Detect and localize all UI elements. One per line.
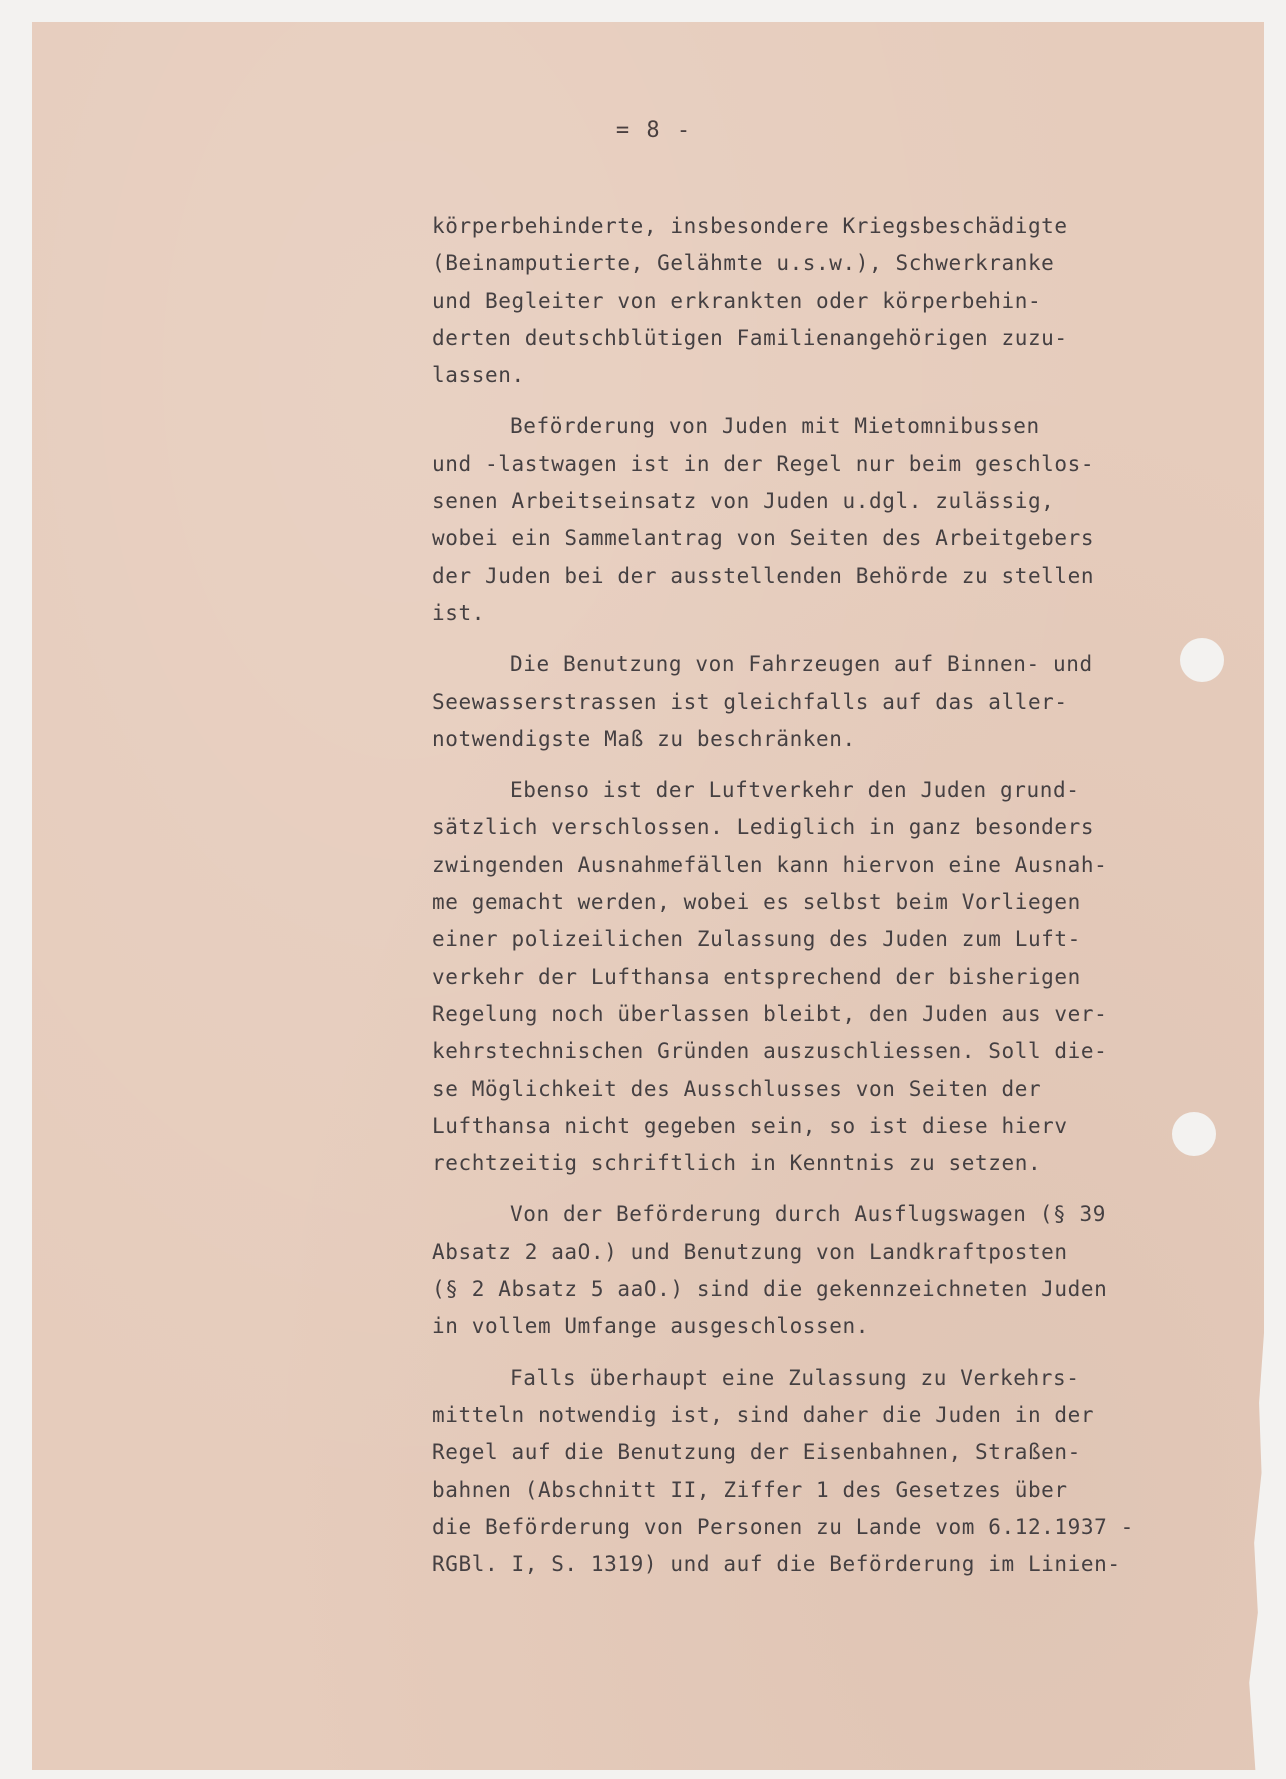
paragraph <box>432 408 1232 632</box>
paragraph <box>432 1360 1232 1584</box>
text-line: kehrstechnischen Gründen auszuschliessen. Soll die- <box>432 1039 1108 1064</box>
text-line: verkehr der Lufthansa entsprechend der bisherigen <box>432 964 1081 989</box>
text-line: Die Benutzung von Fahrzeugen auf Binnen- und <box>510 652 1093 677</box>
text-line: Ebenso ist der Luftverkehr den Juden grund- <box>510 778 1080 803</box>
text-line: bahnen (Abschnitt II, Ziffer 1 des Gesetzes über <box>432 1477 1068 1502</box>
text-line: se Möglichkeit des Ausschlusses von Seiten der <box>432 1076 1042 1101</box>
paragraph <box>432 646 1232 758</box>
text-line: me gemacht werden, wobei es selbst beim Vorliegen <box>432 890 1081 915</box>
text-line: (§ 2 Absatz 5 aaO.) sind die gekennzeichneten Juden <box>432 1277 1108 1302</box>
text-line: RGBl. I, S. 1319) und auf die Beförderung im Linien- <box>432 1552 1121 1577</box>
text-line: derten deutschblütigen Familienangehörigen zuzu- <box>432 325 1068 350</box>
text-line: senen Arbeitseinsatz von Juden u.dgl. zulässig, <box>432 489 1055 514</box>
text-line: zwingenden Ausnahmefällen kann hiervon eine Ausnah- <box>432 852 1108 877</box>
text-line: Regelung noch überlassen bleibt, den Juden aus ver- <box>432 1001 1108 1026</box>
text-line: rechtzeitig schriftlich in Kenntnis zu setzen. <box>432 1151 1042 1176</box>
text-line: Lufthansa nicht gegeben sein, so ist diese hierv <box>432 1113 1068 1138</box>
text-line: der Juden bei der ausstellenden Behörde zu stellen <box>432 563 1095 588</box>
document-body <box>432 208 1232 1597</box>
text-line: Seewasserstrassen ist gleichfalls auf das aller- <box>432 689 1068 714</box>
text-line: Falls überhaupt eine Zulassung zu Verkehrs- <box>510 1365 1080 1390</box>
text-line: Regel auf die Benutzung der Eisenbahnen, Straßen- <box>432 1440 1081 1465</box>
text-line: wobei ein Sammelantrag von Seiten des Arbeitgebers <box>432 526 1095 551</box>
paragraph <box>432 208 1232 394</box>
text-line: und Begleiter von erkrankten oder körperbehin- <box>432 288 1042 313</box>
text-line: mitteln notwendig ist, sind daher die Juden in der <box>432 1402 1095 1427</box>
text-line: sätzlich verschlossen. Lediglich in ganz besonders <box>432 815 1095 840</box>
paragraph <box>432 772 1232 1182</box>
text-line: einer polizeilichen Zulassung des Juden zum Luft- <box>432 927 1081 952</box>
text-line: und -lastwagen ist in der Regel nur beim geschlos- <box>432 451 1095 476</box>
text-line: ist. <box>432 600 485 625</box>
text-line: Beförderung von Juden mit Mietomnibussen <box>510 414 1040 439</box>
text-line: Von der Beförderung durch Ausflugswagen (§ 39 <box>510 1202 1106 1227</box>
text-line: Absatz 2 aaO.) und Benutzung von Landkraftposten <box>432 1239 1068 1264</box>
text-line: in vollem Umfange ausgeschlossen. <box>432 1314 870 1339</box>
paragraph <box>432 1196 1232 1345</box>
text-line: körperbehinderte, insbesondere Kriegsbeschädigte <box>432 214 1068 238</box>
text-line: (Beinamputierte, Gelähmte u.s.w.), Schwerkranke <box>432 251 1055 276</box>
text-line: notwendigste Maß zu beschränken. <box>432 726 856 751</box>
page-number: = 8 - <box>615 118 693 143</box>
text-line: die Beförderung von Personen zu Lande vom 6.12.1937 - <box>432 1514 1134 1539</box>
text-line: lassen. <box>432 363 525 388</box>
